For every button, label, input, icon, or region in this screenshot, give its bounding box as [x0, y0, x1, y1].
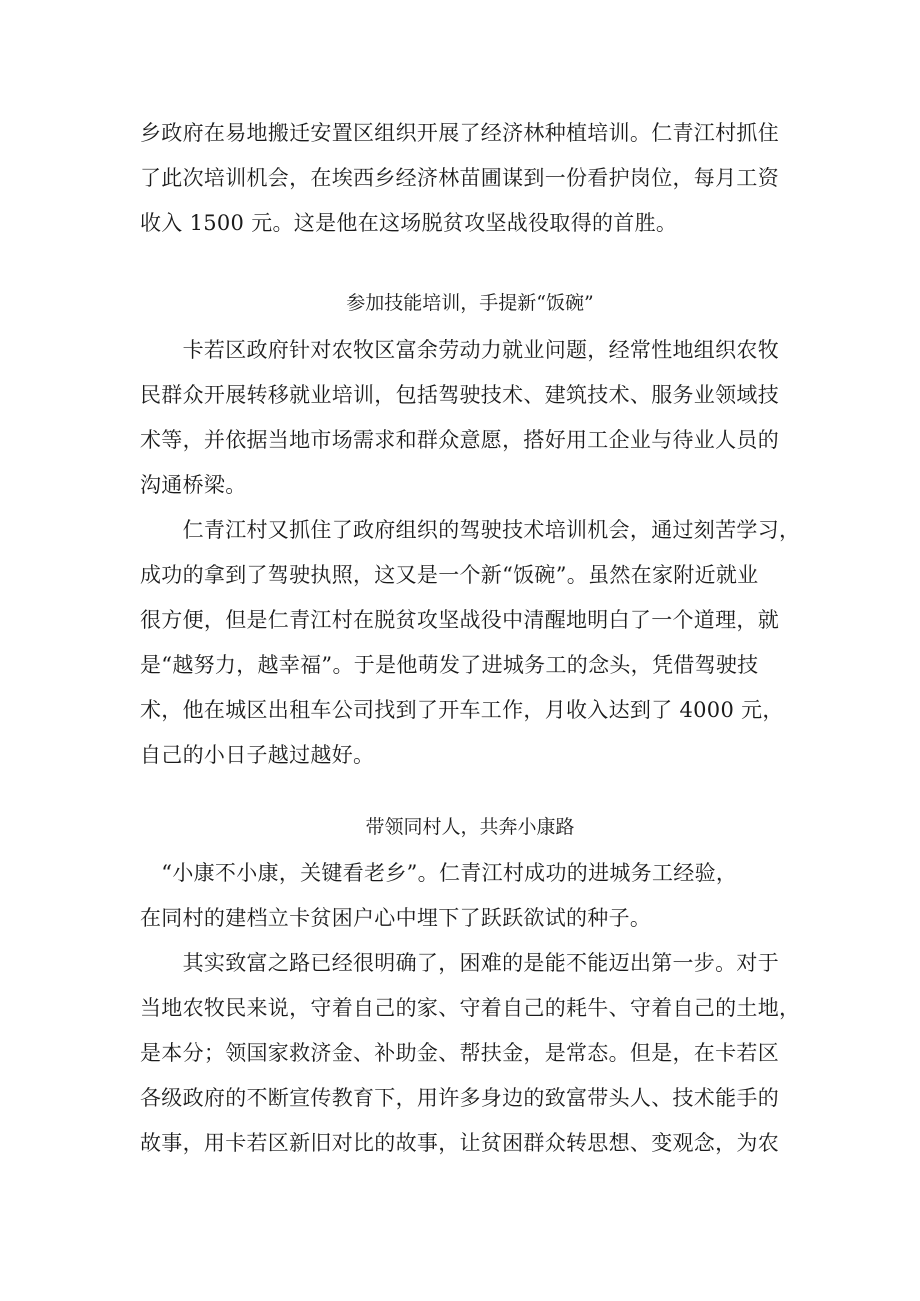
section-heading: 带领同村人，共奔小康路	[365, 816, 575, 838]
paragraph-line: 是“越努力，越幸福”。于是他萌发了进城务工的念头，凭借驾驶技	[140, 653, 759, 677]
paragraph-line: 自己的小日子越过越好。	[140, 743, 375, 767]
paragraph-line: 很方便，但是仁青江村在脱贫攻坚战役中清醒地明白了一个道理，就	[140, 608, 779, 632]
paragraph-line: 是本分；领国家救济金、补助金、帮扶金，是常态。但是，在卡若区	[140, 1041, 779, 1065]
paragraph-line: 在同村的建档立卡贫困户心中埋下了跃跃欲试的种子。	[140, 906, 652, 930]
paragraph-line: 成功的拿到了驾驶执照，这又是一个新“饭碗”。虽然在家附近就业	[140, 563, 759, 587]
paragraph-line: 乡政府在易地搬迁安置区组织开展了经济林种植培训。仁青江村抓住	[140, 121, 779, 145]
paragraph-line: 仁青江村又抓住了政府组织的驾驶技术培训机会，通过刻苦学习，	[140, 518, 801, 542]
paragraph-line: 当地农牧民来说，守着自己的家、守着自己的耗牛、守着自己的土地，	[140, 996, 801, 1020]
paragraph-line: 各级政府的不断宣传教育下，用许多身边的致富带头人、技术能手的	[140, 1086, 779, 1110]
paragraph-line: 了此次培训机会，在埃西乡经济林苗圃谋到一份看护岗位，每月工资	[140, 166, 779, 190]
section-heading: 参加技能培训，手提新“饭碗”	[346, 292, 594, 314]
paragraph-line: “小康不小康，关键看老乡”。仁青江村成功的进城务工经验，	[140, 861, 738, 885]
paragraph-line: 收入 1500 元。这是他在这场脱贫攻坚战役取得的首胜。	[140, 211, 678, 235]
paragraph-line: 术，他在城区出租车公司找到了开车工作，月收入达到了 4000 元，	[140, 698, 784, 722]
paragraph-line: 卡若区政府针对农牧区富余劳动力就业问题，经常性地组织农牧	[140, 338, 779, 362]
paragraph-line: 故事，用卡若区新旧对比的故事，让贫困群众转思想、变观念，为农	[140, 1131, 779, 1155]
paragraph-line: 术等，并依据当地市场需求和群众意愿，搭好用工企业与待业人员的	[140, 428, 779, 452]
paragraph-line: 其实致富之路已经很明确了，困难的是能不能迈出第一步。对于	[140, 951, 779, 975]
paragraph-line: 民群众开展转移就业培训，包括驾驶技术、建筑技术、服务业领域技	[140, 383, 779, 407]
paragraph-line: 沟通桥梁。	[140, 473, 247, 497]
